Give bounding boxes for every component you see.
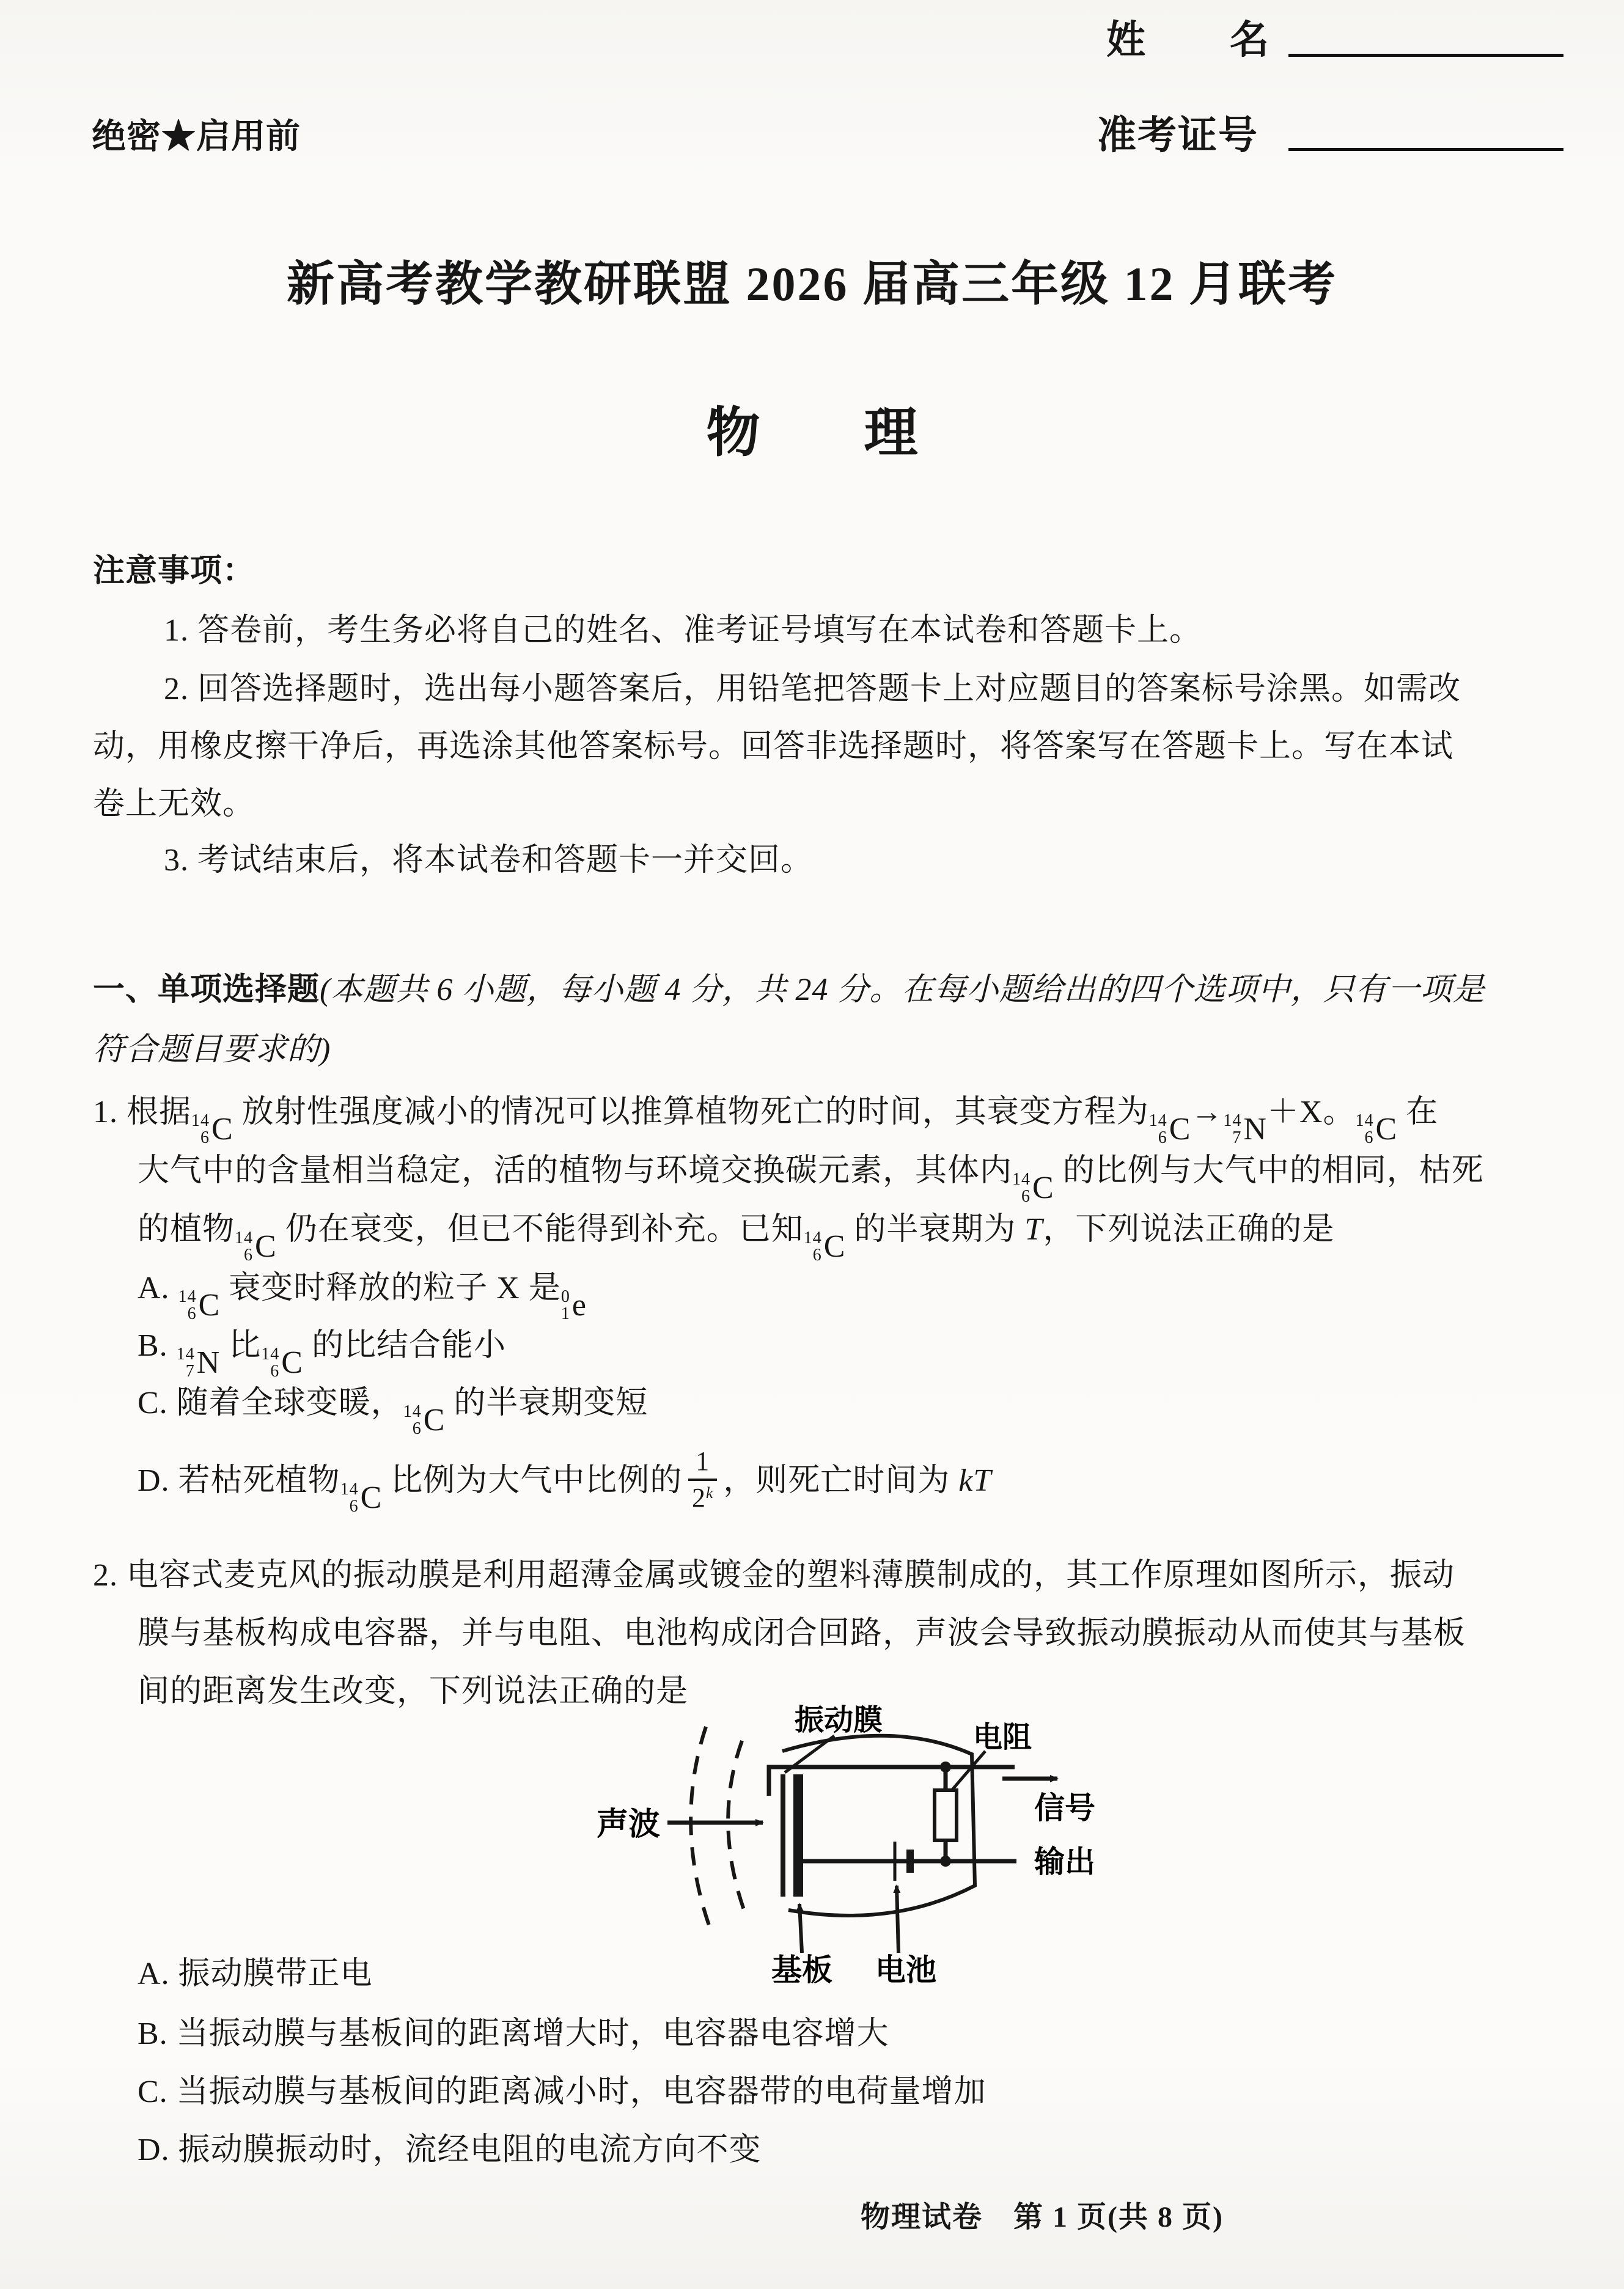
notice-item-3: 3. 考试结束后，将本试卷和答题卡一并交回。: [164, 843, 814, 878]
q1-option-a: [138, 1270, 587, 1324]
q1-optd-text-b: 比例为大气中比例的: [382, 1463, 683, 1498]
q1-optd-text-a: D. 若枯死植物: [138, 1463, 340, 1498]
secrecy-notice: 绝密★启用前: [92, 118, 301, 156]
nuclide-c14: 14 6 C: [403, 1402, 446, 1439]
nuclide-c14: 14 6 C: [191, 1111, 233, 1148]
nuclide-c14: 14 6 C: [261, 1345, 303, 1381]
page-footer: 物理试卷 第 1 页(共 8 页): [861, 2201, 1224, 2233]
decay-arrow: →: [1191, 1095, 1224, 1130]
notice-item-2-line-3: 卷上无效。: [93, 787, 255, 821]
q1-opta-label: A.: [138, 1271, 178, 1306]
notice-item-1: 1. 答卷前，考生务必将自己的姓名、准考证号填写在本试卷和答题卡上。: [164, 613, 1202, 648]
section-1-title: 一、单项选择题: [93, 972, 320, 1007]
microphone-diagram: [575, 1693, 1161, 1993]
nuclide-c14: 14 6 C: [803, 1229, 846, 1265]
nuclide-c14: 14 6 C: [1355, 1111, 1398, 1148]
q1-l3-text-c: 的半衰期为: [845, 1212, 1025, 1247]
q1-l2-text-b: 的比例与大气中的相同，枯死: [1054, 1153, 1484, 1188]
notice-item-2-line-2: 动，用橡皮擦干净后，再选涂其他答案标号。回答非选择题时，将答案写在答题卡上。写在本试: [93, 729, 1454, 764]
q2-line-3: 间的距离发生改变，下列说法正确的是: [138, 1674, 689, 1709]
q1-optb-text-b: 的比结合能小: [303, 1328, 506, 1363]
fraction-1-over-2k: $\frac{1}{2^k}$: [688, 1448, 717, 1512]
substrate-pointer-arrow: [799, 1904, 802, 1953]
q1-optb-text-a: 比: [220, 1328, 262, 1363]
q1-option-d: [138, 1446, 992, 1516]
name-blank-field: [1288, 54, 1563, 57]
membrane-plate: [781, 1774, 785, 1897]
q1-l3-text-b: 仍在衰变，但已不能得到补充。已知: [276, 1212, 804, 1247]
q1-halflife-symbol: T: [1024, 1212, 1043, 1247]
q1-l2-text-a: 大气中的含量相当稳定，活的植物与环境交换碳元素，其体内: [138, 1153, 1013, 1188]
q1-optc-text-b: 的半衰期变短: [445, 1386, 648, 1420]
resistor-symbol: [935, 1790, 957, 1840]
exam-no-label: 准考证号: [1097, 114, 1258, 157]
junction-dot-top: [940, 1762, 951, 1773]
subject-char-right: 理: [864, 404, 918, 463]
q1-l1-text-a: 1. 根据: [93, 1095, 192, 1130]
q1-optd-text-c: ，则死亡时间为: [723, 1463, 959, 1498]
q1-l1-plus-x: ＋X。: [1266, 1095, 1356, 1130]
junction-dot-bottom: [940, 1856, 951, 1867]
q1-option-b: [138, 1328, 506, 1381]
substrate-plate: [793, 1774, 803, 1897]
resistor-leader-line: [952, 1751, 985, 1790]
nuclide-n14: 14 7 N: [176, 1345, 221, 1381]
subject-title: [0, 390, 1624, 467]
battery-pointer-arrow: [897, 1886, 898, 1953]
nuclide-c14: 14 6 C: [235, 1229, 277, 1265]
q1-optc-text-a: C. 随着全球变暖，: [138, 1386, 403, 1420]
nuclide-n14: 14 7 N: [1223, 1111, 1267, 1148]
wavefront-arc-outer: [691, 1727, 709, 1925]
nuclide-c14: 14 6 C: [340, 1480, 383, 1516]
section-1-note-line-2: 符合题目要求的): [93, 1032, 331, 1067]
notice-item-2-line-1: 2. 回答选择题时，选出每小题答案后，用铅笔把答题卡上对应题目的答案标号涂黑。如需改: [164, 672, 1461, 707]
q2-option-b: B. 当振动膜与基板间的距离增大时，电容器电容增大: [138, 2016, 889, 2051]
q2-line-2: 膜与基板构成电容器，并与电阻、电池构成闭合回路，声波会导致振动膜振动从而使其与基板: [138, 1616, 1466, 1651]
q2-option-a: A. 振动膜带正电: [138, 1956, 373, 1991]
nuclide-electron: 0 1 e: [560, 1287, 587, 1324]
substrate-label: 基板: [771, 1953, 832, 1987]
q1-option-c: [138, 1385, 648, 1439]
q2-option-d: D. 振动膜振动时，流经电阻的电流方向不变: [138, 2133, 762, 2167]
q1-optb-label: B.: [138, 1328, 177, 1363]
page-title: 新高考教学教研联盟 2026 届高三年级 12 月联考: [286, 257, 1337, 310]
notice-heading: 注意事项：: [93, 554, 255, 589]
q1-line-1: [93, 1094, 1438, 1148]
subject-char-left: 物: [706, 404, 760, 463]
nuclide-c14: 14 6 C: [1148, 1111, 1191, 1148]
name-label-right: 名: [1230, 18, 1270, 62]
q1-l3-text-d: ，下列说法正确的是: [1043, 1212, 1335, 1247]
q1-line-3: [138, 1211, 1334, 1265]
membrane-label: 振动膜: [795, 1704, 883, 1736]
section-1-note-line-1: (本题共 6 小题，每小题 4 分，共 24 分。在每小题给出的四个选项中，只有一项是: [320, 972, 1485, 1007]
battery-label: 电池: [875, 1953, 936, 1987]
name-label-left: 姓: [1106, 18, 1147, 62]
top-wire: [769, 1767, 1015, 1796]
resistor-label: 电阻: [973, 1721, 1032, 1754]
q1-l1-text-b: 放射性强度减小的情况可以推算植物死亡的时间，其衰变方程为: [233, 1095, 1149, 1130]
wavefront-arc-inner: [728, 1741, 745, 1913]
q1-l1-text-end: 在: [1397, 1095, 1439, 1130]
sound-wave-label: 声波: [597, 1807, 661, 1842]
exam-no-blank-field: [1288, 148, 1563, 151]
section-1-header-line-1: [93, 972, 1485, 1009]
signal-label: 信号: [1034, 1791, 1095, 1825]
nuclide-c14: 14 6 C: [178, 1287, 221, 1324]
nuclide-c14: 14 6 C: [1012, 1170, 1054, 1207]
q2-option-c: C. 当振动膜与基板间的距离减小时，电容器带的电荷量增加: [138, 2074, 987, 2109]
q1-line-2: [138, 1153, 1484, 1207]
q1-l3-text-a: 的植物: [138, 1212, 235, 1247]
q1-optd-kt: kT: [958, 1463, 992, 1498]
q1-opta-text: 衰变时释放的粒子 X 是: [220, 1271, 561, 1306]
output-label: 输出: [1034, 1845, 1095, 1879]
q2-line-1: 2. 电容式麦克风的振动膜是利用超薄金属或镀金的塑料薄膜制成的，其工作原理如图所示，振动: [93, 1558, 1455, 1593]
